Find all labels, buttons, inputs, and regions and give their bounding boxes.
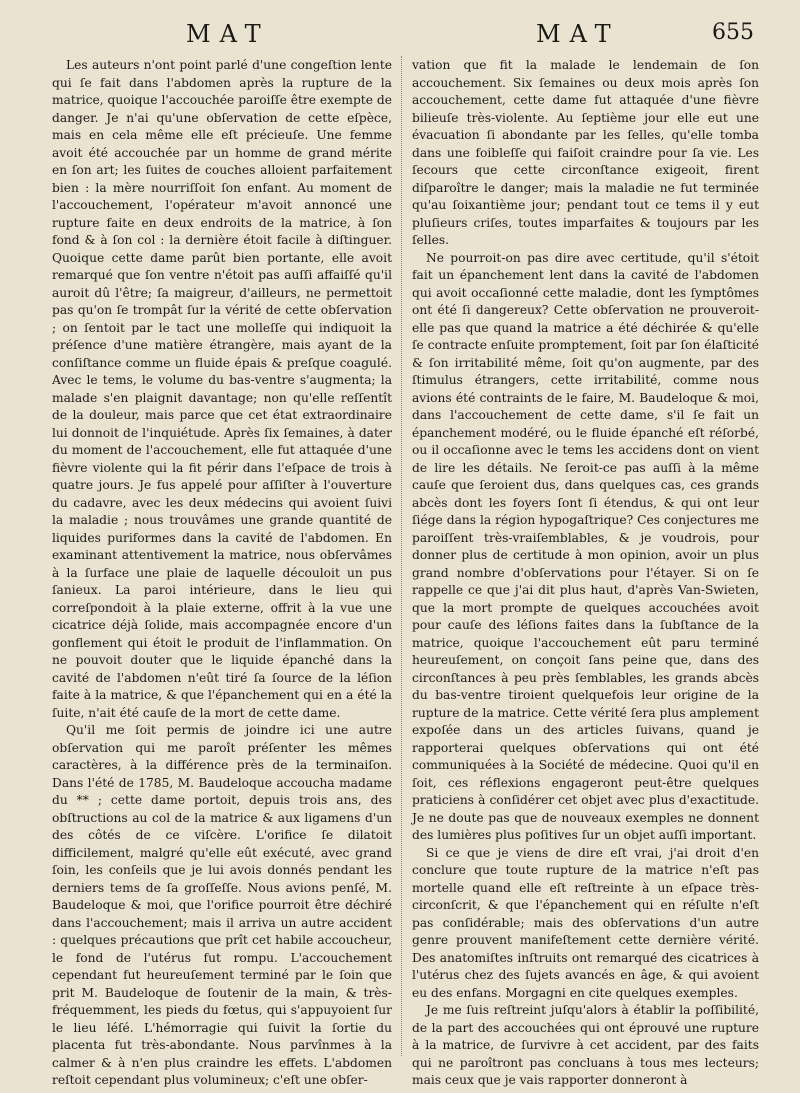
- paragraph: Si ce que je viens de dire eſt vrai, j'ai droit d'en conclure que toute rupture de la matrice n'eſt pas mortelle quand elle eſt reſtreinte à un eſpace très-circonſcrit, & que l'épanchement qui en réſulte n'eſt pas conſidérable; mais des obſervations d'un autre genre prouvent manifeſtement cette dernière vérité. Des anatomiſtes inſtruits ont remarqué des cicatrices à l'utérus chez des ſujets avancés en âge, & qui avoient eu des enfans. Morgagni en cite quelques exemples.: [412, 845, 759, 1000]
- header-right-word: MAT: [536, 20, 620, 48]
- paragraph: Les auteurs n'ont point parlé d'une congeſtion lente qui ſe fait dans l'abdomen après la rupture de la matrice, quoique l'accouchée paroiſſe être exempte de danger. Je n'ai qu'une obſervation de cette eſpèce, mais en cela même elle eſt précieuſe. Une femme avoit été accouchée par un homme de grand mérite en ſon art; les ſuites de couches alloient parfaitement bien : la mère nourriſſoit ſon enfant. Au moment de l'accouchement, l'opérateur m'avoit annoncé une rupture faite en deux endroits de la matrice, à ſon fond & à ſon col : la dernière étoit facile à diſtinguer. Quoique cette dame parût bien portante, elle avoit remarqué que ſon ventre n'étoit pas auſſi affaiſſé qu'il auroit dû l'être; ſa maigreur, d'ailleurs, ne permettoit pas qu'on ſe trompât ſur la vérité de cette obſervation ; on ſentoit par le tact une molleſſe qui indiquoit la préſence d'une matière étrangère, mais ayant de la conſiſtance comme un fluide épais & preſque coagulé. Avec le tems, le volume du bas-ventre s'augmenta; la malade s'en plaignit davantage; non qu'elle reſſentît de la douleur, mais parce que cet état extraordinaire lui donnoit de l'inquiétude. Après ſix ſemaines, à dater du moment de l'accouchement, elle fut attaquée d'une fièvre violente qui la fit périr dans l'eſpace de trois à quatre jours. Je fus appelé pour aſſiſter à l'ouverture du cadavre, avec les deux médecins qui avoient ſuivi la maladie ; nous trouvâmes une grande quantité de liquides puriformes dans la cavité de l'abdomen. En examinant attentivement la matrice, nous obſervâmes à la ſurface une plaie de laquelle découloit un pus ſanieux. La paroi intérieure, dans le lieu qui correſpondoit à la plaie externe, offrit à la vue une cicatrice déjà ſolide, mais accompagnée encore d'un gonflement qui étoit le produit de l'inflammation. On ne pouvoit douter que le liquide épanché dans la cavité de l'abdomen n'eût tiré ſa ſource de la léſion faite à la matrice, & que l'épanchement qui en a été la ſuite, n'ait été cauſe de la mort de cette dame.: [52, 58, 392, 720]
- left-column: [52, 57, 392, 1090]
- paragraph: Qu'il me ſoit permis de joindre ici une autre obſervation qui me paroît préſenter les mêmes caractères, à la différence près de la terminaiſon. Dans l'été de 1785, M. Baudeloque accoucha madame du ** ; cette dame portoit, depuis trois ans, des obſtructions au col de la matrice & aux ligamens d'un des côtés de ce viſcère. L'orifice ſe dilatoit difficilement, malgré qu'elle eût exécuté, avec grand ſoin, les conſeils que je lui avois donnés pendant les derniers tems de ſa groſſeſſe. Nous avions penſé, M. Baudeloque & moi, que l'orifice pourroit être déchiré dans l'accouchement; mais il arriva un autre accident : quelques précautions que prît cet habile accoucheur, le fond de l'utérus fut rompu. L'accouchement cependant fut heureuſement terminé par le ſoin que prit M. Baudeloque de ſoutenir de la main, & très-fréquemment, les pieds du fœtus, qui s'appuyoient ſur le lieu léſé. L'hémorragie qui ſuivit la ſortie du placenta fut très-abondante. Nous parvînmes à la calmer & à n'en plus craindre les effets. L'abdomen reſtoit cependant plus volumineux; c'eſt une obſer-: [52, 723, 392, 1087]
- header-left-word: MAT: [186, 20, 270, 48]
- running-header: [0, 20, 800, 52]
- right-column: [412, 57, 759, 1090]
- column-divider: [401, 56, 402, 1056]
- paragraph: vation que fit la malade le lendemain de ſon accouchement. Six ſemaines ou deux mois après ſon accouchement, cette dame fut attaquée d'une fièvre bilieuſe très-violente. Au ſeptième jour elle eut une évacuation ſi abondante par les ſelles, qu'elle tomba dans une foibleſſe qui faiſoit craindre pour ſa vie. Les ſecours que cette circonſtance exigeoit, firent diſparoître le danger; mais la maladie ne fut terminée qu'au ſoixantième jour; pendant tout ce tems il y eut pluſieurs criſes, toutes imparfaites & toujours par les ſelles.: [412, 58, 759, 247]
- paragraph: Ne pourroit-on pas dire avec certitude, qu'il s'étoit fait un épanchement lent dans la cavité de l'abdomen qui avoit occaſionné cette maladie, dont les ſymptômes ont été ſi dangereux? Cette obſervation ne prouveroit-elle pas que quand la matrice a été déchirée & qu'elle ſe contracte enſuite promptement, ſoit par ſon élaſticité & ſon irritabilité même, ſoit qu'on augmente, par des ſtimulus étrangers, cette irritabilité, comme nous avions été contraints de le faire, M. Baudeloque & moi, dans l'accouchement de cette dame, s'il ſe fait un épanchement modéré, ou le fluide épanché eſt réſorbé, ou il occaſionne avec le tems les accidens dont on vient de lire les détails. Ne ſeroit-ce pas auſſi à la même cauſe que ſeroient dus, dans quelques cas, ces grands abcès dont les foyers ſont ſi étendus, & qui ont leur ſiége dans la région hypogaſtrique? Ces conjectures me paroiſſent très-vraiſemblables, & je voudrois, pour donner plus de certitude à mon opinion, avoir un plus grand nombre d'obſervations pour l'étayer. Si on ſe rappelle ce que j'ai dit plus haut, d'après Van-Swieten, que la mort prompte de quelques accouchées avoit pour cauſe des léſions faites dans la ſubſtance de la matrice, quoique l'accouchement eût paru terminé heureuſement, on conçoit ſans peine que, dans des circonſtances à peu près ſemblables, les grands abcès du bas-ventre tiroient quelquefois leur origine de la rupture de la matrice. Cette vérité ſera plus amplement expoſée dans un des articles ſuivans, quand je rapporterai quelques obſervations qui ont été communiquées à la Société de médecine. Quoi qu'il en ſoit, ces réflexions engageront peut-être quelques praticiens à conſidérer cet objet avec plus d'exactitude. Je ne doute pas que de nouveaux exemples ne donnent des lumières plus poſitives ſur un objet auſſi important.: [412, 250, 759, 842]
- page-number: 655: [712, 20, 754, 45]
- paragraph: Je me ſuis reſtreint juſqu'alors à établir la poſſibilité, de la part des accouchées qui ont éprouvé une rupture à la matrice, de ſurvivre à cet accident, par des faits qui ne paroîtront pas concluans à tous mes lecteurs; mais ceux que je vais rapporter donneront à: [412, 1003, 759, 1087]
